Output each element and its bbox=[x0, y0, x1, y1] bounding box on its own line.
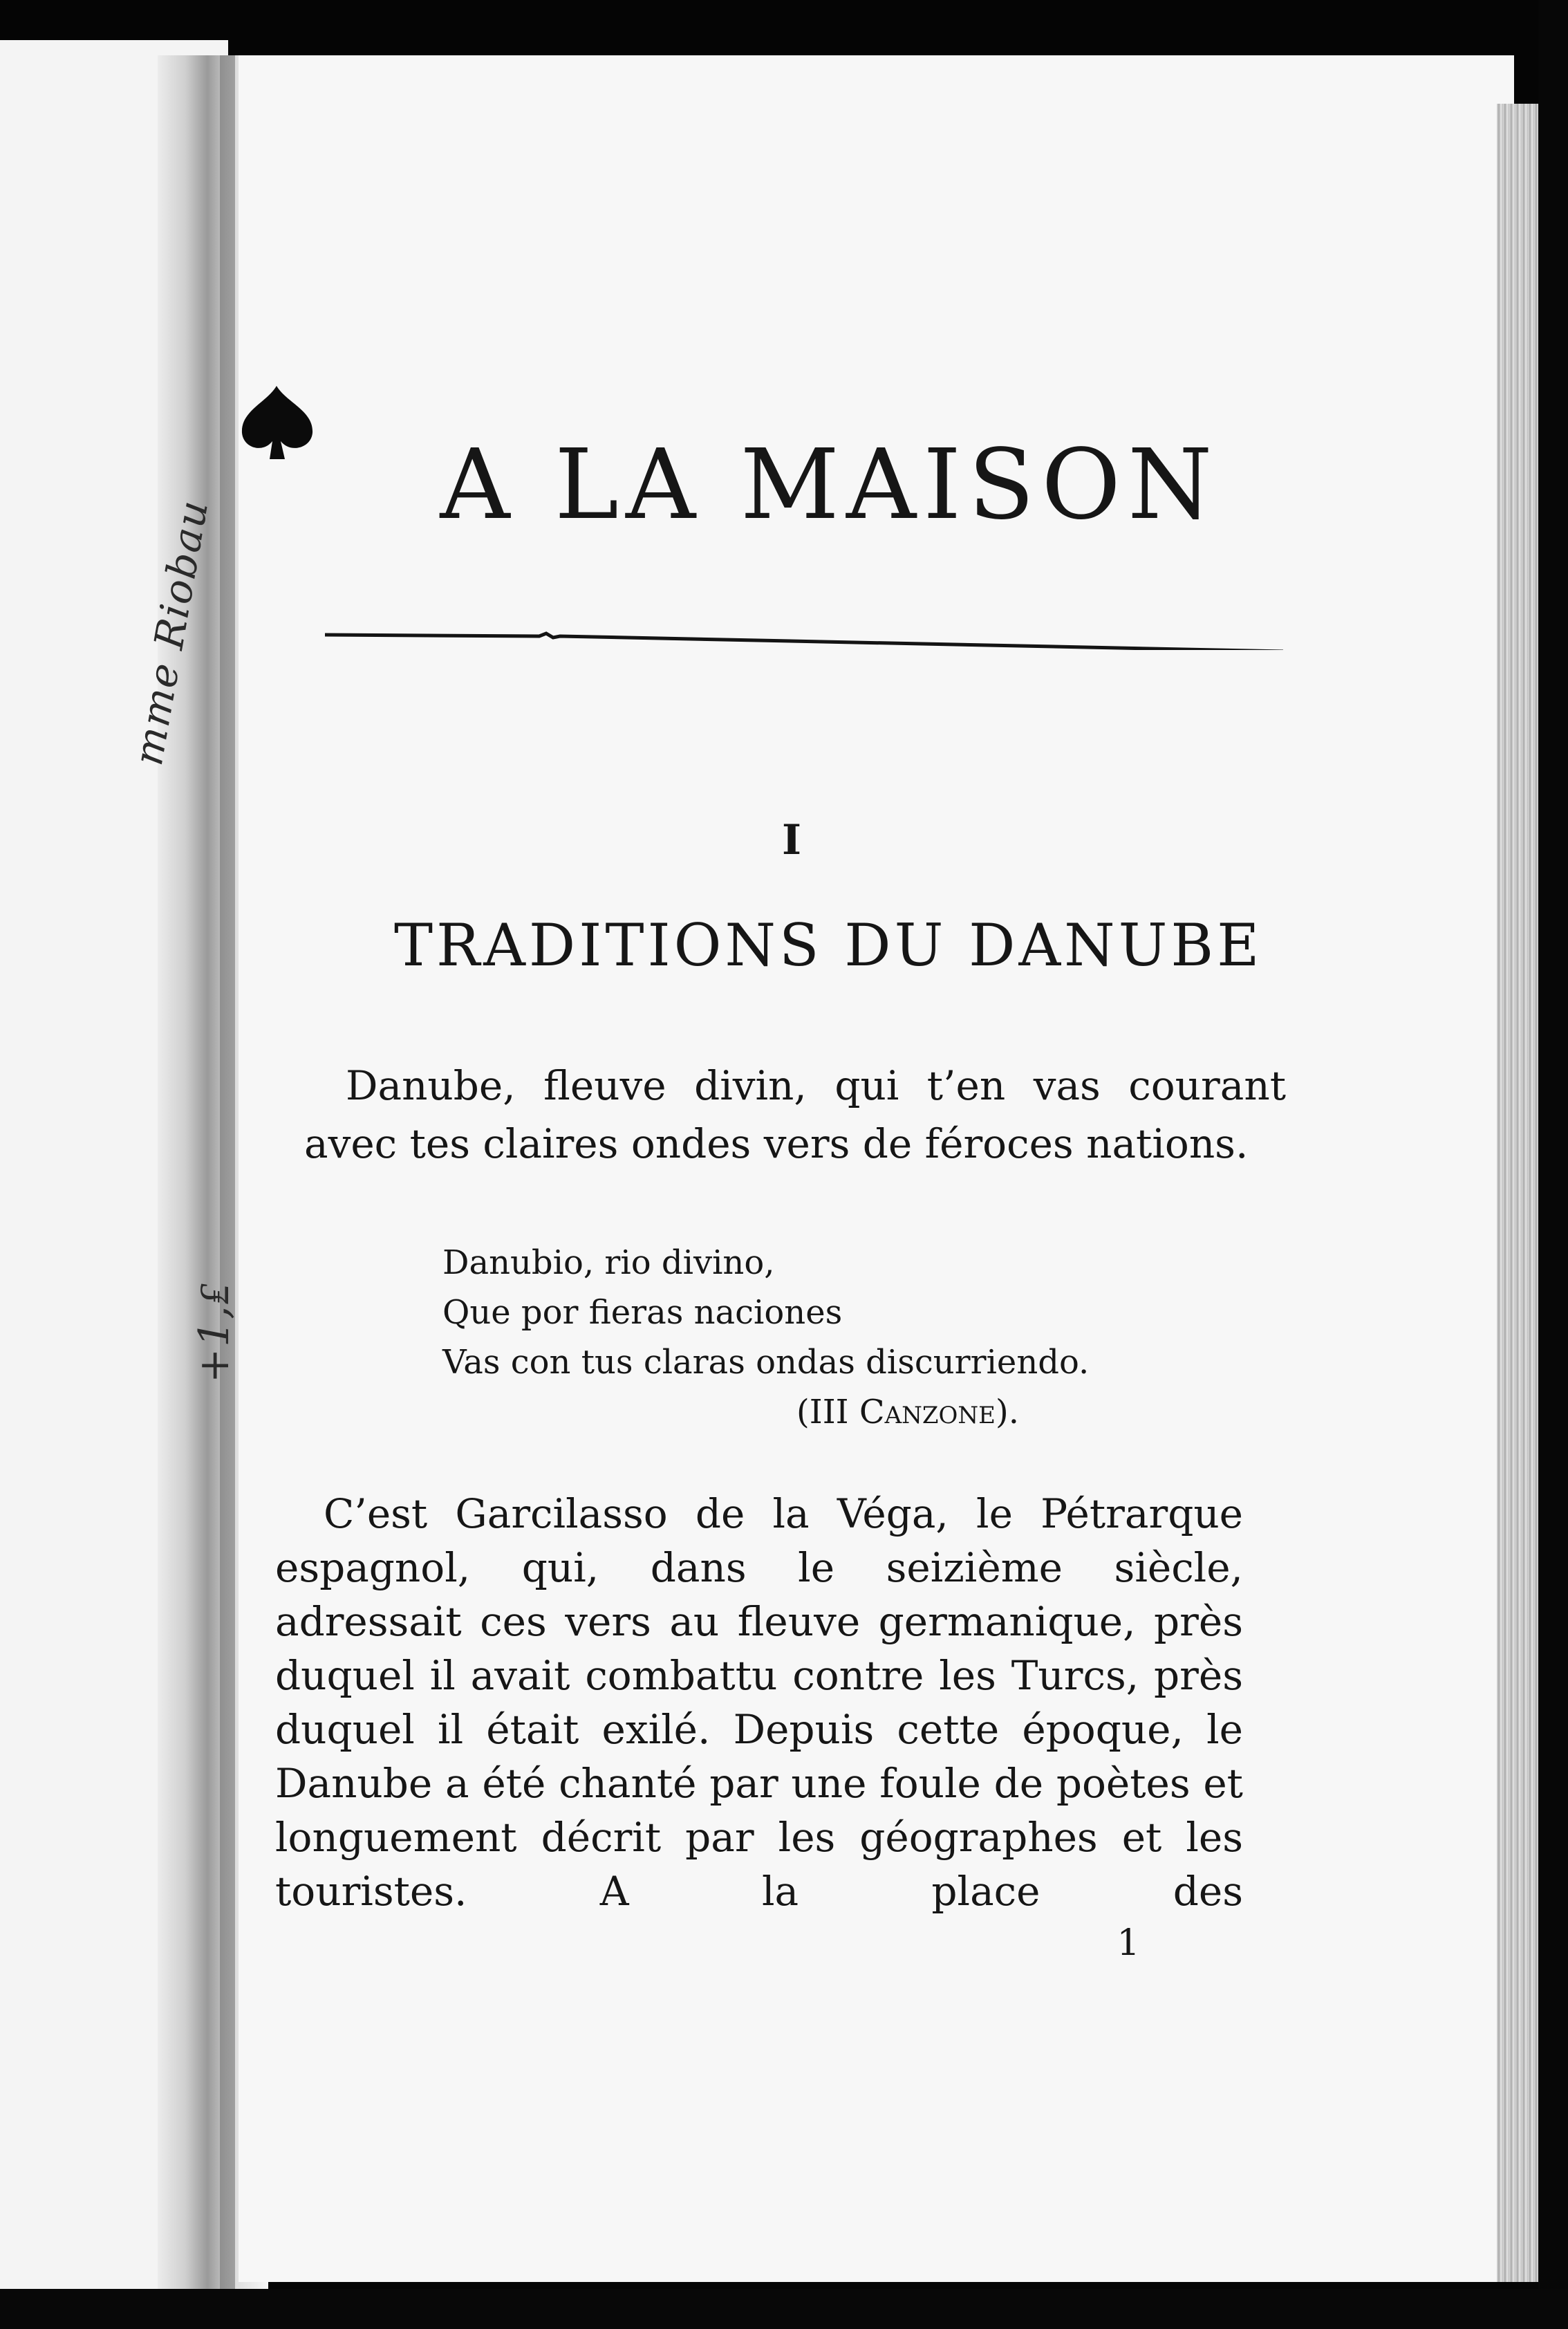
scan-border-bottom bbox=[0, 2289, 1568, 2329]
spanish-verse bbox=[442, 1238, 1134, 1437]
chapter-number: I bbox=[781, 816, 802, 864]
handwritten-mark: +1,₤ bbox=[190, 1282, 239, 1383]
verse-line: Que por fieras naciones bbox=[442, 1293, 843, 1332]
handwritten-note: mme Riobau bbox=[124, 495, 218, 769]
page-number: 1 bbox=[1117, 1922, 1140, 1964]
page-edge bbox=[1497, 104, 1538, 2282]
verse-line: Danubio, rio divino, bbox=[442, 1243, 775, 1282]
verse-source-close: ). bbox=[995, 1393, 1019, 1431]
title-rule bbox=[325, 628, 1283, 650]
body-paragraph bbox=[275, 1487, 1243, 1918]
spade-ink-mark-icon bbox=[235, 382, 318, 465]
chapter-title: TRADITIONS DU DANUBE bbox=[394, 911, 1263, 979]
book-title: A LA MAISON bbox=[440, 429, 1220, 541]
verse-source-open: (III bbox=[796, 1393, 859, 1431]
body-paragraph-text: C’est Garcilasso de la Véga, le Pétrarque espagnol, qui, dans le seizième siècle, adressait ces vers au fleuve germanique, près duquel il avait combattu contre les Turcs, près duquel il était exilé. Depuis cette époque, le Danube a été chanté par une foule de poètes et longuement décrit par les géographes et les touristes. A la place des bbox=[275, 1490, 1243, 1915]
scan-border-right bbox=[1538, 0, 1568, 2329]
verse-source-title: Canzone bbox=[859, 1393, 996, 1431]
epigraph-text: Danube, fleuve divin, qui t’en vas courant avec tes claires ondes vers de féroces nations. bbox=[304, 1062, 1286, 1167]
epigraph bbox=[304, 1057, 1286, 1173]
verse-line: Vas con tus claras ondas discurriendo. bbox=[442, 1343, 1090, 1382]
verse-source bbox=[796, 1387, 1134, 1437]
